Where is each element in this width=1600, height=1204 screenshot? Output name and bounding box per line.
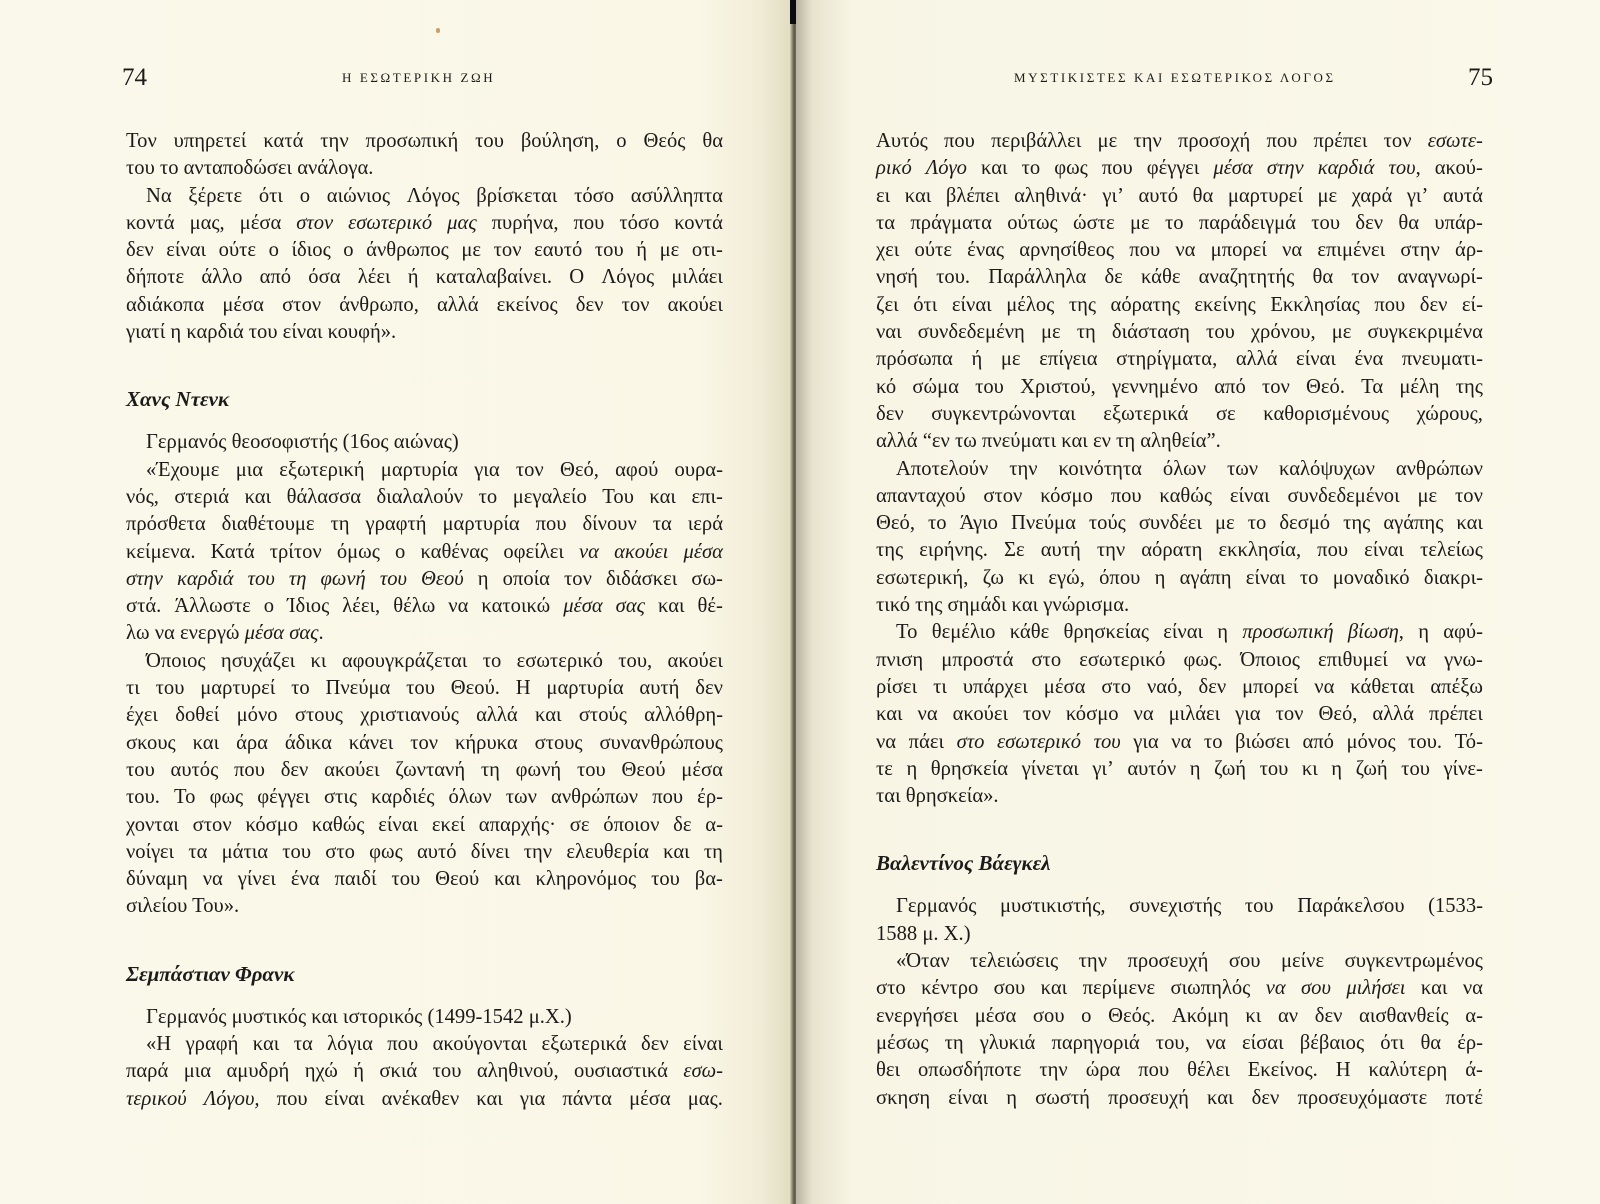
text-line: ρίσει τι υπάρχει μέσα στο ναό, δεν μπορεί να κάθεται απέξω: [876, 675, 1483, 698]
text-line: εσωτερική, ζω κι εγώ, όπου η αγάπη είναι το μοναδικό διακρι-: [876, 566, 1483, 589]
text-line: πρόσωπα ή με επίγεια στηρίγματα, αλλά είναι ένα πνευματι-: [876, 348, 1483, 371]
text-line: «Η γραφή και τα λόγια που ακούγονται εξωτερικά δεν είναι: [146, 1033, 723, 1056]
text-line: πνιση μπροστά στο εσωτερικό φως. Όποιος επιθυμεί να γνω-: [876, 648, 1483, 671]
text-line: έχει δοθεί μόνο στους χριστιανούς αλλά και στούς αλλόθρη-: [126, 704, 723, 727]
text-line: τι του μαρτυρεί το Πνεύμα του Θεού. Η μαρτυρία αυτή δεν: [126, 677, 723, 700]
text-line: Το θεμέλιο κάθε θρησκείας είναι η προσωπική βίωση, η αφύ-: [896, 621, 1483, 644]
section-heading: Χανς Ντενκ: [126, 387, 230, 412]
text-line: τερικού Λόγου, που είναι ανέκαθεν και για πάντα μέσα μας.: [126, 1087, 723, 1110]
text-line: σκηση είναι η σωστή προσευχή και δεν προσευχόμαστε ποτέ: [876, 1086, 1483, 1109]
text-line: ει και βλέπει αληθινά· γι’ αυτό θα μαρτυρεί με χαρά γι’ αυτά: [876, 184, 1483, 207]
text-line: αδιάκοπα μέσα στον άνθρωπο, αλλά εκείνος δεν τον ακούει: [126, 293, 723, 316]
text-line: «Έχουμε μια εξωτερική μαρτυρία για τον Θεό, αφού ουρα-: [146, 458, 723, 481]
section-heading: Σεμπάστιαν Φρανκ: [126, 961, 295, 986]
text-line: νός, στεριά και θάλασσα διαλαλούν το μεγαλείο Του και επι-: [126, 485, 723, 508]
text-line: μέσως τη γλυκιά παρηγοριά του, να είσαι βέβαιος ότι θα έρ-: [876, 1031, 1483, 1054]
text-line: Γερμανός μυστικιστής, συνεχιστής του Παράκελσου (1533-: [896, 895, 1483, 918]
text-line: σκους και άρα άδικα κάνει τον κήρυκα στους συνανθρώπους: [126, 731, 723, 754]
text-line: σιλείου Του».: [126, 895, 240, 918]
left-page: [0, 0, 792, 1204]
text-line: τε η θρησκεία γίνεται γι’ αυτόν η ζωή του κι η ζωή του γίνε-: [876, 757, 1483, 780]
section-spacer: [126, 346, 723, 386]
text-line: ζει ότι είναι μέλος της αόρατης εκείνης Εκκλησίας που δεν εί-: [876, 293, 1483, 316]
text-line: νησή του. Παράλληλα δε κάθε αναζητητής θα τον αναγνωρί-: [876, 266, 1483, 289]
text-line: χονται στον κόσμο καθώς είναι εκεί απαρχής· σε όποιον δε α-: [126, 813, 723, 836]
text-line: να πάει στο εσωτερικό του για να το βιώσει από μόνος του. Τό-: [876, 730, 1483, 753]
text-line: «Όταν τελειώσεις την προσευχή σου μείνε συγκεντρωμένος: [896, 950, 1483, 973]
text-line: δεν συγκεντρώνονται εξωτερικά σε καθορισμένους χώρους,: [876, 402, 1483, 425]
text-line: του το ανταποδώσει ανάλογα.: [126, 157, 374, 180]
left-page-text: [126, 128, 723, 1113]
text-line: δεν είναι ούτε ο ίδιος ο άνθρωπος με τον εαυτό του ή με οτι-: [126, 239, 723, 262]
text-line: Θεό, το Άγιο Πνεύμα τούς συνδέει με το δεσμό της αγάπης και: [876, 512, 1483, 535]
section-spacer: [126, 921, 723, 961]
text-line: ρικό Λόγο και το φως που φέγγει μέσα στην καρδιά του, ακού-: [876, 157, 1483, 180]
text-line: ενεργήσει μέσα σου ο Θεός. Ακόμη κι αν δεν αισθανθείς α-: [876, 1004, 1483, 1027]
section-spacer: [876, 810, 1483, 850]
text-line: στά. Άλλωστε ο Ίδιος λέει, θέλω να κατοικώ μέσα σας και θέ-: [126, 595, 723, 618]
text-line: δήποτε άλλο από όσα λέει ή καταλαβαίνει. Ο Λόγος μιλάει: [126, 266, 723, 289]
text-line: Αυτός που περιβάλλει με την προσοχή που πρέπει τον εσωτε-: [876, 130, 1483, 152]
text-line: του αυτός που δεν ακούει ζωντανή τη φωνή του Θεού μέσα: [126, 758, 723, 781]
text-line: τα πράγματα ούτως ώστε με το παράδειγμά του δεν θα υπάρ-: [876, 211, 1483, 234]
text-line: δύναμη να γίνει ένα παιδί του Θεού και κληρονόμος του βα-: [126, 868, 723, 891]
text-line: κό σώμα του Χριστού, γεννημένο από τον Θεό. Τα μέλη της: [876, 375, 1483, 398]
text-line: χει ούτε ένας αρνησίθεος που να μπορεί να επιμένει στην άρ-: [876, 239, 1483, 262]
text-line: Γερμανός θεοσοφιστής (16ος αιώνας): [146, 431, 459, 454]
text-line: γιατί η καρδιά του είναι κουφή».: [126, 321, 397, 344]
text-line: αλλά “εν τω πνεύματι και εν τη αληθεία”.: [876, 430, 1221, 453]
text-line: στην καρδιά του τη φωνή του Θεού η οποία τον διδάσκει σω-: [126, 567, 723, 590]
text-line: κείμενα. Κατά τρίτον όμως ο καθένας οφείλει να ακούει μέσα: [126, 540, 723, 563]
text-line: παρά μια αμυδρή ηχώ ή σκιά του αληθινού, ουσιαστικά εσω-: [126, 1060, 723, 1083]
text-line: στο κέντρο σου και περίμενε σιωπηλός να σου μιλήσει και να: [876, 977, 1483, 1000]
page-number: 74: [122, 64, 147, 91]
text-line: ται θρησκεία».: [876, 785, 999, 808]
text-line: της ειρήνης. Σε αυτή την αόρατη εκκλησία, που είναι τελείως: [876, 539, 1483, 562]
text-line: Να ξέρετε ότι ο αιώνιος Λόγος βρίσκεται τόσο ασύλληπτα: [146, 184, 723, 207]
text-line: πρόσθετα διαθέτουμε τη γραφτή μαρτυρία που δίνουν τα ιερά: [126, 513, 723, 536]
text-line: Όποιος ησυχάζει κι αφουγκράζεται το εσωτερικό του, ακούει: [146, 649, 723, 672]
text-line: λω να ενεργώ μέσα σας.: [126, 622, 324, 645]
text-line: Αποτελούν την κοινότητα όλων των καλόψυχων ανθρώπων: [896, 457, 1483, 480]
right-page-text: [876, 128, 1483, 1112]
text-line: κοντά μας, μέσα στον εσωτερικό μας πυρήνα, που τόσο κοντά: [126, 211, 723, 234]
right-page: [796, 0, 1600, 1204]
running-head: ΜΥΣΤΙΚΙΣΤΕΣ ΚΑΙ ΕΣΩΤΕΡΙΚΟΣ ΛΟΓΟΣ: [1014, 70, 1336, 85]
running-head: Η ΕΣΩΤΕΡΙΚΗ ΖΩΗ: [342, 70, 496, 85]
paper-speck: [436, 28, 440, 33]
text-line: νοίγει τα μάτια του στο φως αυτό δίνει την ελευθερία και τη: [126, 840, 723, 863]
page-number: 75: [1468, 64, 1493, 91]
text-line: θει οπωσδήποτε την ώρα που θέλει Εκείνος. Η καλύτερη ά-: [876, 1059, 1483, 1082]
text-line: τικό της σημάδι και γνώρισμα.: [876, 594, 1130, 617]
text-line: 1588 μ. Χ.): [876, 922, 971, 945]
text-line: Γερμανός μυστικός και ιστορικός (1499-1542 μ.Χ.): [146, 1005, 572, 1028]
text-line: και να ακούει τον κόσμο να μιλάει για τον Θεό, αλλά πρέπει: [876, 703, 1483, 726]
text-line: του. Το φως φέγγει στις καρδιές όλων των ανθρώπων που έρ-: [126, 786, 723, 809]
text-line: ναι συνδεδεμένη με τη διάσταση του χρόνου, με συγκεκριμένα: [876, 321, 1483, 344]
section-heading: Βαλεντίνος Βάεγκελ: [876, 851, 1051, 876]
text-line: απανταχού στον κόσμο που καθώς είναι συνδεδεμένοι με τον: [876, 484, 1483, 507]
text-line: Τον υπηρετεί κατά την προσωπική του βούληση, ο Θεός θα: [126, 130, 723, 152]
